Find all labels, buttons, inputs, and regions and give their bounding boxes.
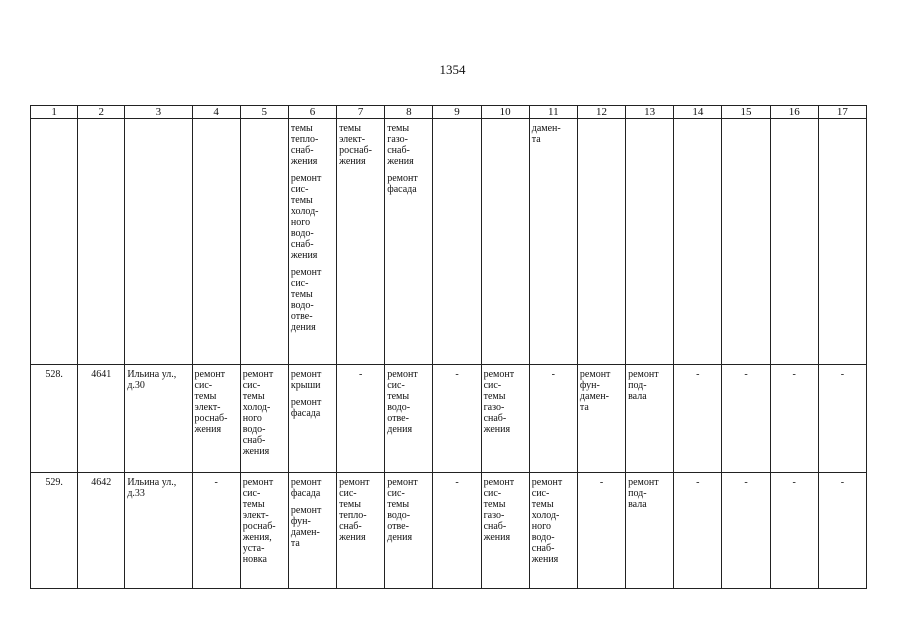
column-header-14: 14 [674, 106, 722, 119]
table-cell [481, 365, 529, 473]
cell-line: жения [290, 156, 318, 167]
table-cell [674, 473, 722, 589]
cell-line: та [531, 134, 541, 145]
cell-line: фасада [387, 184, 417, 195]
table-cell [770, 473, 818, 589]
column-header-9: 9 [433, 106, 481, 119]
cell-line: темы [194, 391, 217, 402]
cell-line: газо- [483, 510, 505, 521]
cell-group [339, 369, 382, 380]
cell-group [484, 369, 527, 435]
cell-line: ремонт [290, 477, 322, 488]
repair-schedule-table [30, 105, 867, 589]
cell-line: газо- [387, 134, 408, 145]
cell-line: сис- [339, 488, 357, 499]
table-cell [770, 365, 818, 473]
cell-line: фасада [290, 488, 321, 499]
column-header-6: 6 [288, 106, 336, 119]
cell-line: сис- [483, 380, 502, 391]
cell-line: водо- [387, 510, 411, 521]
cell-line: крыши [290, 380, 321, 391]
table-cell [192, 119, 240, 365]
cell-line: дамен- [531, 123, 561, 134]
cell-line: жения [483, 424, 511, 435]
cell-line: снаб- [387, 145, 410, 156]
cell-group [387, 123, 430, 167]
cell-line: сис- [194, 380, 213, 391]
cell-group [291, 397, 334, 419]
cell-line: водо- [531, 532, 555, 543]
table-row [31, 119, 867, 365]
cell-line: 4641 [91, 369, 112, 380]
cell-line: темы [387, 391, 410, 402]
table-cell [674, 365, 722, 473]
table-row [31, 365, 867, 473]
cell-line: сис- [242, 380, 261, 391]
cell-line: вала [628, 499, 647, 510]
cell-line: жения [194, 424, 222, 435]
table-cell [577, 473, 625, 589]
cell-group [339, 123, 382, 167]
cell-group [291, 123, 334, 167]
cell-line: Ильина ул., [127, 477, 177, 488]
cell-line: уста- [242, 543, 265, 554]
cell-line: 529. [45, 477, 63, 488]
cell-group [291, 477, 334, 499]
cell-line: жения [531, 554, 559, 565]
table-cell [78, 119, 125, 365]
cell-line: темы [339, 123, 361, 134]
table-cell [78, 473, 125, 589]
cell-line: темы [387, 123, 410, 134]
table-cell [818, 473, 866, 589]
table-cell [818, 365, 866, 473]
cell-group [532, 477, 575, 565]
cell-group [387, 477, 430, 543]
cell-line: 528. [45, 369, 63, 380]
table-cell [385, 119, 433, 365]
cell-line: элект- [242, 510, 269, 521]
table-cell [626, 365, 674, 473]
cell-line: фун- [579, 380, 600, 391]
cell-group [821, 477, 864, 488]
cell-group [724, 477, 767, 488]
cell-line: роснаб- [194, 413, 228, 424]
table-cell [240, 119, 288, 365]
cell-line: фасада [290, 408, 321, 419]
cell-group [435, 477, 478, 488]
cell-line: сис- [387, 380, 405, 391]
cell-line: отве- [387, 413, 409, 424]
cell-group [532, 123, 575, 145]
cell-line: ремонт [290, 505, 322, 516]
cell-line: - [455, 477, 459, 488]
table-cell [577, 119, 625, 365]
cell-line: ремонт [290, 173, 322, 184]
cell-group [676, 477, 719, 488]
cell-group [80, 369, 122, 380]
cell-line: под- [628, 380, 647, 391]
cell-line: ного [242, 413, 262, 424]
cell-line: холод- [242, 402, 271, 413]
cell-line: ремонт [628, 477, 659, 488]
cell-line: - [214, 477, 218, 488]
cell-line: роснаб- [339, 145, 372, 156]
cell-line: снаб- [339, 521, 362, 532]
table-cell [31, 365, 78, 473]
cell-line: ремонт [194, 369, 226, 380]
table-cell [31, 473, 78, 589]
cell-line: газо- [483, 402, 505, 413]
cell-group [339, 477, 382, 543]
cell-group [580, 369, 623, 413]
cell-line: водо- [290, 228, 314, 239]
table-cell [385, 365, 433, 473]
column-header-15: 15 [722, 106, 770, 119]
cell-line: темы [242, 499, 265, 510]
cell-line: - [840, 477, 845, 488]
cell-line: ремонт [387, 173, 418, 184]
cell-line: жения [339, 156, 366, 167]
cell-line: Ильина ул., [127, 369, 177, 380]
cell-line: ного [531, 521, 551, 532]
cell-line: - [551, 369, 555, 380]
cell-line: ремонт [483, 477, 515, 488]
header-row [31, 106, 867, 119]
cell-line: отве- [290, 311, 313, 322]
cell-line: ремонт [387, 477, 418, 488]
cell-group [291, 369, 334, 391]
table-cell [125, 473, 192, 589]
table-cell [722, 119, 770, 365]
cell-line: ремонт [579, 369, 611, 380]
table-cell [433, 473, 481, 589]
cell-line: темы [242, 391, 265, 402]
cell-group [127, 369, 189, 391]
table-cell [192, 365, 240, 473]
cell-group [484, 477, 527, 543]
cell-line: темы [531, 499, 554, 510]
cell-line: ремонт [531, 477, 563, 488]
cell-line: снаб- [483, 521, 507, 532]
cell-group [580, 477, 623, 488]
cell-line: сис- [483, 488, 502, 499]
cell-group [291, 267, 334, 333]
cell-line: темы [483, 391, 506, 402]
table-cell [481, 119, 529, 365]
cell-line: - [696, 369, 700, 380]
cell-line: элект- [339, 134, 366, 145]
cell-line: холод- [290, 206, 319, 217]
table-cell [770, 119, 818, 365]
cell-line: жения [242, 446, 270, 457]
table-cell [288, 119, 336, 365]
column-header-3: 3 [125, 106, 192, 119]
cell-line: снаб- [242, 435, 266, 446]
table-cell [433, 119, 481, 365]
cell-line: темы [290, 123, 313, 134]
column-header-16: 16 [770, 106, 818, 119]
cell-group [291, 173, 334, 261]
cell-line: элект- [194, 402, 221, 413]
cell-line: - [792, 369, 796, 380]
table-cell [626, 473, 674, 589]
cell-line: темы [290, 195, 313, 206]
cell-line: водо- [290, 300, 314, 311]
table-cell [337, 365, 385, 473]
table-cell [240, 365, 288, 473]
cell-line: темы [339, 499, 361, 510]
cell-group [33, 477, 75, 488]
cell-group [243, 369, 286, 457]
cell-group [127, 477, 189, 499]
cell-line: та [290, 538, 300, 549]
cell-line: дамен- [579, 391, 609, 402]
cell-line: снаб- [290, 145, 314, 156]
cell-line: отве- [387, 521, 409, 532]
cell-line: водо- [242, 424, 266, 435]
cell-line: сис- [242, 488, 261, 499]
cell-line: жения [387, 156, 414, 167]
cell-group [243, 477, 286, 565]
cell-group [532, 369, 575, 380]
cell-line: ремонт [242, 369, 274, 380]
table-cell [240, 473, 288, 589]
column-header-2: 2 [78, 106, 125, 119]
cell-group [628, 369, 671, 402]
cell-line: дения [387, 424, 413, 435]
cell-group [195, 369, 238, 435]
table-cell [577, 365, 625, 473]
cell-line: дения [290, 322, 316, 333]
column-header-7: 7 [337, 106, 385, 119]
cell-line: снаб- [483, 413, 507, 424]
column-header-17: 17 [818, 106, 866, 119]
cell-line: сис- [531, 488, 550, 499]
page-number: 1354 [439, 62, 466, 77]
table-cell [529, 365, 577, 473]
table-cell [192, 473, 240, 589]
cell-line: снаб- [290, 239, 314, 250]
cell-line: тепло- [339, 510, 367, 521]
cell-group [291, 505, 334, 549]
cell-line: ремонт [242, 477, 274, 488]
cell-line: темы [483, 499, 506, 510]
cell-line: сис- [290, 184, 309, 195]
column-header-5: 5 [240, 106, 288, 119]
cell-line: - [744, 369, 748, 380]
cell-line: ремонт [290, 267, 322, 278]
cell-line: ремонт [483, 369, 515, 380]
cell-line: - [840, 369, 845, 380]
cell-line: 4642 [91, 477, 112, 488]
cell-line: вала [628, 391, 647, 402]
cell-line: - [792, 477, 796, 488]
cell-line: ремонт [290, 397, 322, 408]
cell-group [195, 477, 238, 488]
column-header-12: 12 [577, 106, 625, 119]
cell-line: жения, [242, 532, 272, 543]
cell-line: - [744, 477, 748, 488]
cell-group [80, 477, 122, 488]
table-cell [288, 473, 336, 589]
cell-line: д.30 [127, 380, 145, 391]
cell-group [724, 369, 767, 380]
cell-line: сис- [290, 278, 309, 289]
cell-line: жения [290, 250, 318, 261]
column-header-4: 4 [192, 106, 240, 119]
cell-line: ремонт [339, 477, 370, 488]
cell-group [676, 369, 719, 380]
cell-line: дамен- [290, 527, 320, 538]
table-cell [78, 365, 125, 473]
table-cell [337, 473, 385, 589]
cell-line: новка [242, 554, 267, 565]
cell-line: - [599, 477, 604, 488]
cell-group [435, 369, 478, 380]
table-cell [818, 119, 866, 365]
table-cell [529, 119, 577, 365]
cell-line: темы [387, 499, 410, 510]
cell-line: фун- [290, 516, 311, 527]
table-cell [481, 473, 529, 589]
table-cell [626, 119, 674, 365]
table-cell [385, 473, 433, 589]
cell-group [387, 173, 430, 195]
column-header-13: 13 [626, 106, 674, 119]
cell-line: роснаб- [242, 521, 276, 532]
table-cell [722, 473, 770, 589]
cell-line: ремонт [628, 369, 659, 380]
column-header-11: 11 [529, 106, 577, 119]
table-cell [529, 473, 577, 589]
cell-line: темы [290, 289, 313, 300]
cell-line: жения [339, 532, 366, 543]
cell-line: - [358, 369, 363, 380]
cell-group [773, 477, 816, 488]
cell-group [33, 369, 75, 380]
column-header-1: 1 [31, 106, 78, 119]
cell-line: тепло- [290, 134, 319, 145]
cell-line: ного [290, 217, 311, 228]
column-header-10: 10 [481, 106, 529, 119]
cell-line: холод- [531, 510, 560, 521]
cell-line: та [579, 402, 589, 413]
table-cell [722, 365, 770, 473]
table-cell [31, 119, 78, 365]
cell-line: водо- [387, 402, 411, 413]
cell-group [821, 369, 864, 380]
cell-line: д.33 [127, 488, 145, 499]
cell-group [387, 369, 430, 435]
column-header-8: 8 [385, 106, 433, 119]
table-row [31, 473, 867, 589]
table-cell [337, 119, 385, 365]
cell-line: ремонт [290, 369, 322, 380]
cell-group [773, 369, 816, 380]
cell-line: дения [387, 532, 413, 543]
cell-line: сис- [387, 488, 405, 499]
table-cell [674, 119, 722, 365]
table-cell [125, 365, 192, 473]
table-cell [433, 365, 481, 473]
cell-line: снаб- [531, 543, 555, 554]
cell-line: ремонт [387, 369, 418, 380]
table-cell [125, 119, 192, 365]
cell-group [628, 477, 671, 510]
cell-line: под- [628, 488, 647, 499]
cell-line: - [696, 477, 700, 488]
table-cell [288, 365, 336, 473]
cell-line: жения [483, 532, 511, 543]
cell-line: - [455, 369, 459, 380]
